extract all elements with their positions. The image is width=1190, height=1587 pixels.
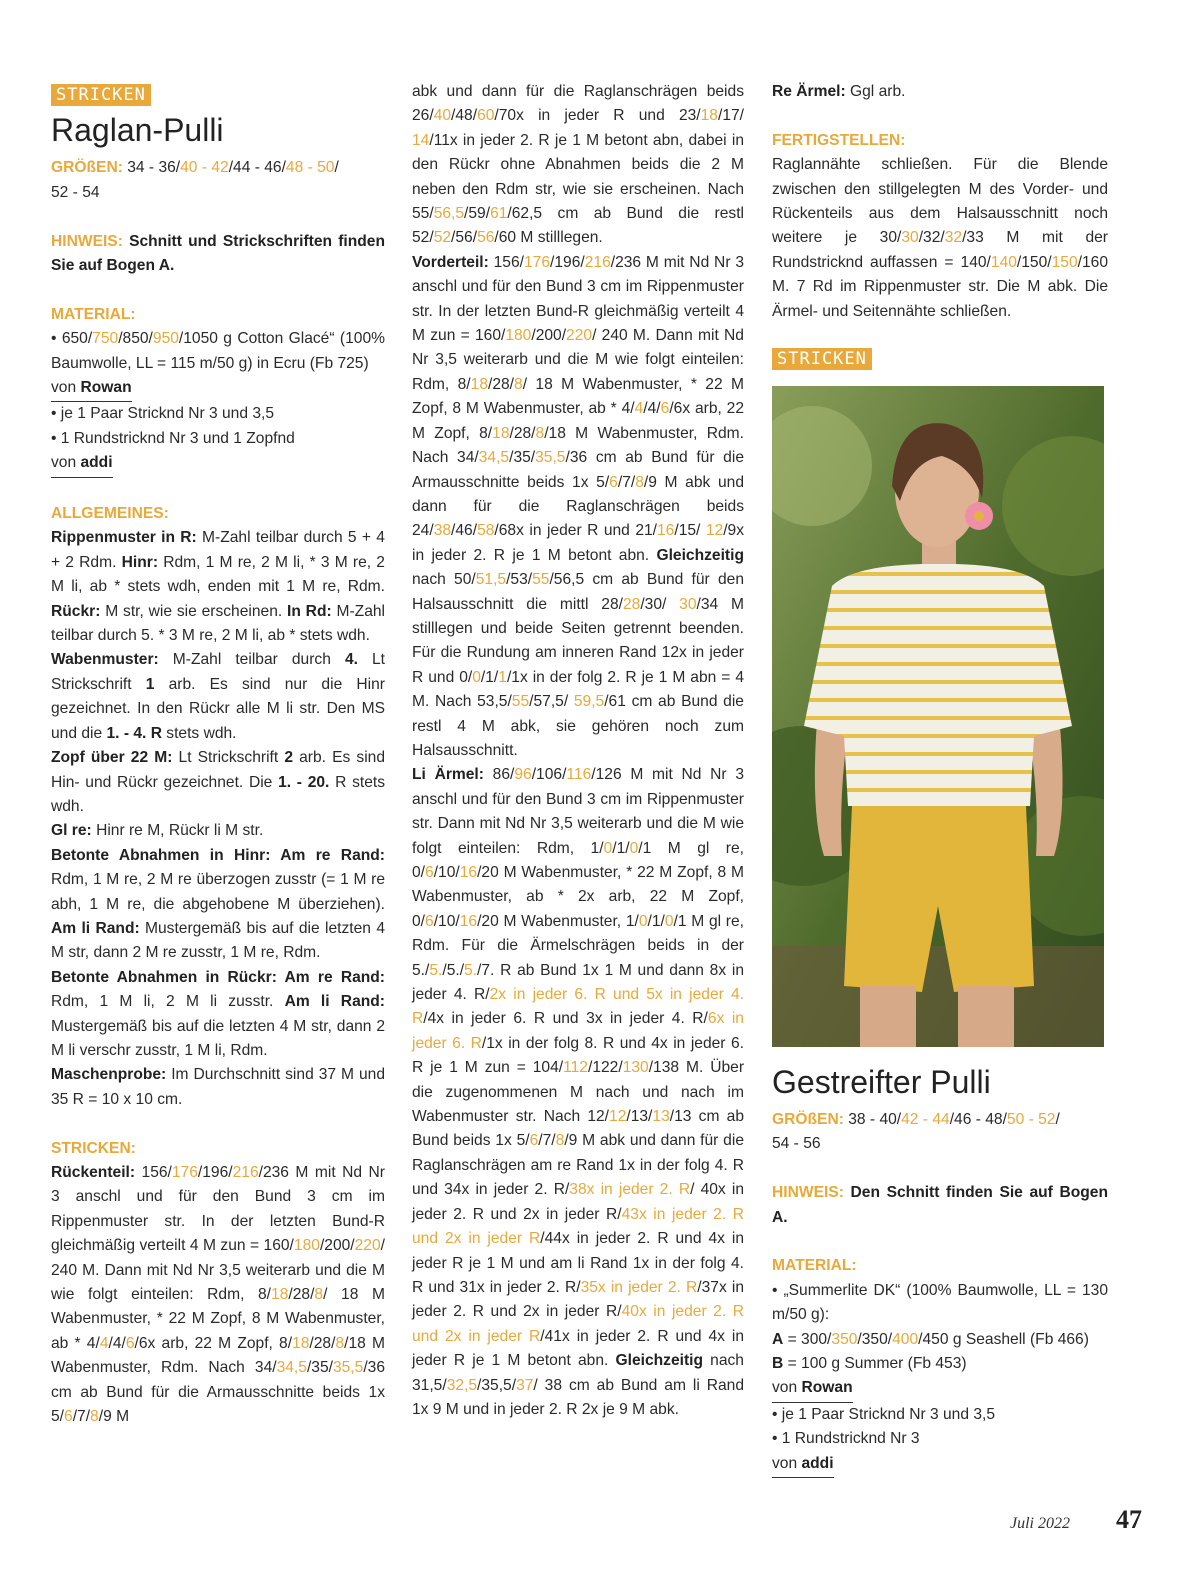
model-photo-image [772, 386, 1104, 1047]
left-sleeve: Li Ärmel: 86/96/106/116/126 M mit Nd Nr 3 anschl und für den Bund 3 cm im Rippenmuster str. Dann mit Nd Nr 3,5 weiterarb und die M wie folgt einteilen: Rdm, 1/0/1/0/1 M gl re, 0/6/10/16/20 M Wabenmuster, * 22 M Zopf, 8 M Wabenmuster, ab * 2x arb, 22 M Zopf, 0/6/10/16/20 M Wabenmuster, 1/0/1/0/1 M gl re, Rdm. Für die Ärmelschrägen beids in der 5./5./5./5./7. R ab Bund 1x 1 M und dann 8x in jeder 4. R/2x in jeder 6. R und 5x in jeder 4. R/4x in jeder 6. R und 3x in jeder 4. R/6x in jeder 6. R/1x in der folg 8. R und 4x in jeder 6. R je 1 M zun = 104/112/122/130/138 M. Über die zugenommenen M nach und nach im Wabenmuster str. Nach 12/12/13/13/13 cm ab Bund beids 1x 5/6/7/8/9 M abk und dann für die Raglanschrägen am re Rand 1x in der folg 4. R und 34x in jeder 2. R/38x in jeder 2. R/ 40x in jeder 2. R und 2x in jeder R/43x in jeder 2. R und 2x in jeder R/44x in jeder 2. R und 4x in jeder R je 1 M und am li Rand 1x in der folg 4. R und 31x in jeder 2. R/35x in jeder 2. R/37x in jeder 2. R und 2x in jeder R/40x in jeder 2. R und 2x in jeder R/41x in jeder 2. R und 4x in jeder R je 1 M betont abn. Gleichzeitig nach 31,5/32,5/35,5/37/ 38 cm ab Bund am li Rand 1x 9 M und in jeder 2. R 2x je 9 M abk. [412, 766, 745, 1418]
issue-date: Juli 2022 [1010, 1515, 1070, 1532]
vendor-rowan-2: von Rowan [772, 1376, 1108, 1402]
finish-label: FERTIGSTELLEN: [772, 131, 906, 149]
rib-pattern: Rippenmuster in R: M-Zahl teilbar durch 5 + 4 + 2 Rdm. Hinr: Rdm, 1 M re, 2 M li, * 3 M re, 2 M li, ab * stets wdh, enden mit 1 M re, Rdm. Rückr: M str, wie sie erscheinen. In Rd: M-Zahl teilbar durch 5. * 3 M re, 2 M li, ab * stets wdh. [51, 529, 386, 645]
material-yarn-2: • „Summerlite DK“ (100% Baumwolle, LL = 130 m/50 g): [772, 1281, 1108, 1324]
right-sleeve: Re Ärmel: Ggl arb. [772, 83, 906, 100]
material-yarn: • 650/750/850/950/1050 g Cotton Glacé“ (100% Baumwolle, LL = 115 m/50 g) in Ecru (Fb 725) [51, 330, 385, 372]
column-left [51, 84, 385, 1429]
knit-label: STRICKEN: [51, 1139, 136, 1157]
decrease-ws: Betonte Abnahmen in Rückr: Am re Rand: Rdm, 1 M li, 2 M li zusstr. Am li Rand: Mustergemäß bis auf die letzten 4 M str, dann 2 M li verschr zusstr, 1 M li, Rdm. [51, 968, 385, 1059]
general-label: ALLGEMEINES: [51, 505, 169, 523]
vendor-addi-2: von addi [772, 1452, 1108, 1478]
back-piece-cont: abk und dann für die Raglanschrägen beids 26/40/48/60/70x in jeder R und 23/18/17/ 14/11x in jeder 2. R je 1 M betont abn, dabei in den Rückr ohne Abnahmen beids die 2 M neben den Rdm str, wie sie erscheinen. Nach 55/56,5/59/61/62,5 cm ab Bund die restl 52/52/56/56/60 M stilllegen. [412, 83, 744, 247]
hint: HINWEIS: Schnitt und Strickschriften finden Sie auf Bogen A. [51, 232, 385, 275]
material-label: MATERIAL: [51, 305, 136, 323]
article-title: Raglan-Pulli [51, 112, 224, 149]
finishing: Raglannähte schließen. Für die Blende zwischen den stillgelegten M des Vorder- und Rückenteils aus dem Halsausschnitt noch weitere je 30/30/32/32/33 M mit der Rundstricknd auffassen = 140/140/150/150/160 M. 7 Rd im Rippenmuster str. Die M abk. Die Ärmel- und Seitennähte schließen. [772, 156, 1108, 320]
article-title-2: Gestreifter Pulli [772, 1064, 991, 1100]
stockinette: Gl re: Hinr re M, Rückr li M str. [51, 822, 264, 840]
sizes: GRÖßEN: 34 - 36/40 - 42/44 - 46/48 - 50/ 52 - 54 [51, 159, 339, 201]
material-item: • 1 Rundstricknd Nr 3 [772, 1430, 920, 1448]
column-right [772, 80, 1108, 373]
front-piece: Vorderteil: 156/176/196/216/236 M mit Nd Nr 3 anschl und für den Bund 3 cm im Rippenmuster str. In der letzten Bund-R gleichmäßig verteilt 4 M zun = 160/180/200/220/ 240 M. Dann mit Nd Nr 3,5 weiterarb und die M wie folgt einteilen: Rdm, 8/18/28/8/ 18 M Wabenmuster, * 22 M Zopf, 8 M Wabenmuster, ab * 4/4/4/6/6x arb, 22 M Zopf, 8/18/28/8/18 M Wabenmuster, Rdm. Nach 34/34,5/35/35,5/36 cm ab Bund für die Armausschnitte beids 1x 5/6/7/8/9 M abk und dann für die Raglanschrägen beids 24/38/46/58/68x in jeder R und 21/16/15/ 12/9x in jeder 2. R je 1 M betont abn. Gleichzeitig nach 50/51,5/53/55/56,5 cm ab Bund für den Halsausschnitt die mittl 28/28/30/ 30/34 M stilllegen und beide Seiten getrennt beenden. Für die Rundung am inneren Rand 12x in jeder R und 0/0/1/1/1x in der folg 2. R je 1 M abn = 4 M. Nach 53,5/55/57,5/ 59,5/61 cm ab Bund die restl 4 M abk, sie gehören noch zum Halsausschnitt. [412, 253, 745, 759]
section-tag: STRICKEN [51, 84, 151, 106]
material-item: • je 1 Paar Stricknd Nr 3 und 3,5 [772, 1405, 996, 1423]
honeycomb-pattern: Wabenmuster: M-Zahl teilbar durch 4. Lt Strickschrift 1 arb. Es sind nur die Hinr gezeichnet. In den Rückr alle M li str. Den MS und die 1. - 4. R stets wdh. [51, 651, 386, 742]
section-tag: STRICKEN [772, 348, 872, 370]
gauge: Maschenprobe: Im Durchschnitt sind 37 M und 35 R = 10 x 10 cm. [51, 1066, 385, 1108]
back-piece: Rückenteil: 156/176/196/216/236 M mit Nd Nr 3 anschl und für den Bund 3 cm im Rippenmuster str. In der letzten Bund-R gleichmäßig verteilt 4 M zun = 160/180/200/220/ 240 M. Dann mit Nd Nr 3,5 weiterarb und die M wie folgt einteilen: Rdm, 8/18/28/8/ 18 M Wabenmuster, * 22 M Zopf, 8 M Wabenmuster, ab * 4/4/4/6/6x arb, 22 M Zopf, 8/18/28/8/18 M Wabenmuster, Rdm. Nach 34/34,5/35/35,5/36 cm ab Bund für die Armausschnitte beids 1x 5/6/7/8/9 M [51, 1164, 385, 1426]
column-middle [412, 80, 744, 1422]
column-right-bottom [772, 1062, 1108, 1478]
model-photo [772, 386, 1104, 1047]
cable-pattern: Zopf über 22 M: Lt Strickschrift 2 arb. Es sind Hin- und Rückr gezeichnet. Die 1. - 20. R stets wdh. [51, 749, 386, 815]
material-item: • je 1 Paar Stricknd Nr 3 und 3,5 [51, 405, 275, 423]
color-a: A = 300/350/350/400/450 g Seashell (Fb 466) [772, 1330, 1089, 1348]
material-label-2: MATERIAL: [772, 1257, 857, 1275]
vendor-rowan: von Rowan [51, 376, 385, 402]
decrease-rs: Betonte Abnahmen in Hinr: Am re Rand: Rdm, 1 M re, 2 M re überzogen zusstr (= 1 M re abh, 1 M re, die abgehobene M überziehen). Am li Rand: Mustergemäß bis auf die letzten 4 M str, dann 2 M re zusstr, 1 M re, Rdm. [51, 846, 385, 962]
page-number: 47 [1116, 1505, 1142, 1534]
vendor-addi: von addi [51, 451, 385, 477]
color-b: B = 100 g Summer (Fb 453) [772, 1355, 967, 1373]
sizes-2: GRÖßEN: 38 - 40/42 - 44/46 - 48/50 - 52/ 54 - 56 [772, 1111, 1060, 1153]
hint-2: HINWEIS: Den Schnitt finden Sie auf Bogen A. [772, 1184, 1108, 1226]
material-item: • 1 Rundstricknd Nr 3 und 1 Zopfnd [51, 429, 295, 447]
